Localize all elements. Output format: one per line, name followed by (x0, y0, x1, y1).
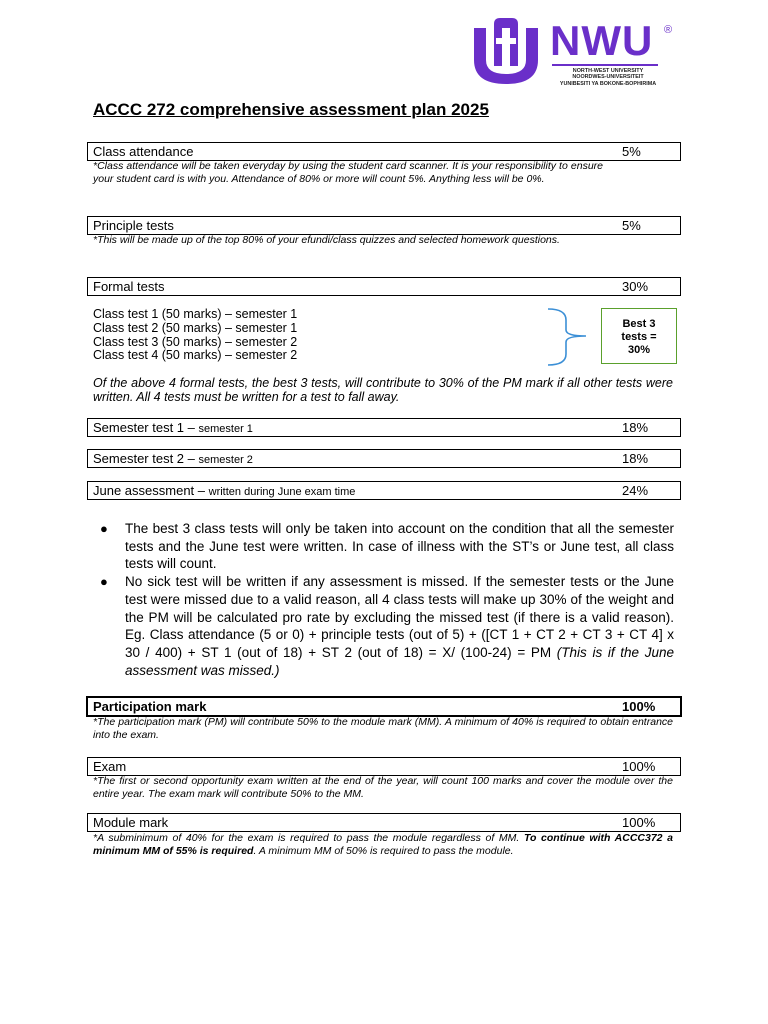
class-attendance-percent: 5% (622, 144, 641, 159)
module-mark-note-bold: To continue with ACCC372 a minimum MM of 55% is required (93, 832, 673, 857)
best-box-line: tests = (621, 331, 657, 343)
logo-subtitle-line: NOORDWES-UNIVERSITEIT (572, 74, 644, 81)
logo-wordmark: NWU (550, 17, 654, 64)
semester-test-1-title: Semester test 1 – (93, 420, 199, 435)
semester-test-2-percent: 18% (622, 451, 649, 466)
nwu-emblem-icon (466, 18, 546, 92)
page-title: ACCC 272 comprehensive assessment plan 2025 (93, 100, 489, 119)
class-attendance-row (87, 142, 681, 161)
logo-subtitle-line: YUNIBESITI YA BOKONE-BOPHIRIMA (559, 80, 657, 87)
module-mark-note-start: *A subminimum of 40% for the exam is required to pass the module regardless of MM. (93, 832, 524, 844)
logo-subtitle-line: NORTH-WEST UNIVERSITY (572, 68, 644, 74)
module-mark-label: Module mark (93, 815, 169, 830)
exam-label: Exam (93, 759, 127, 774)
participation-mark-percent: 100% (622, 699, 656, 714)
module-mark-note (93, 832, 673, 857)
best-three-tests-box (601, 308, 677, 364)
logo-divider (552, 64, 658, 66)
participation-mark-row (86, 696, 682, 717)
formal-tests-paragraph: Of the above 4 formal tests, the best 3 tests, will contribute to 30% of the PM mark if all other tests were written. All 4 tests must be written for a test to fall away. (93, 376, 673, 404)
semester-test-1-percent: 18% (622, 420, 649, 435)
june-assessment-detail: written during June exam time (208, 486, 356, 498)
principle-tests-label: Principle tests (93, 218, 174, 233)
participation-mark-label: Participation mark (93, 699, 207, 714)
semester-test-2-title: Semester test 2 – (93, 451, 199, 466)
principle-tests-percent: 5% (622, 218, 641, 233)
best-box-line: 30% (627, 344, 651, 356)
module-mark-note-end: . A minimum MM of 50% is required to pass the module. (253, 844, 514, 857)
formal-tests-percent: 30% (622, 279, 649, 294)
brace-icon (546, 306, 592, 368)
formal-tests-row (87, 277, 681, 296)
list-item-text: No sick test will be written if any assessment is missed. If the semester tests or the June test were missed due to a valid reason, all 4 class tests will make up 30% of the weight and the PM will be calculated pro rate by excluding the missed test (if there is a valid reason). Eg. Class attendance (5 or 0) + principle tests (out of 5) + ([CT 1 + CT 2 + CT 3 + CT 4] x 30 / 400) + ST 1 (out of 18) + ST 2 (out of 18) = X/ (100-24) = PM (125, 574, 674, 660)
bullet-icon: ● (100, 574, 108, 590)
formal-tests-label: Formal tests (93, 279, 165, 294)
best-box-line: Best 3 (622, 318, 656, 330)
logo-subtitle (548, 68, 668, 87)
exam-percent: 100% (622, 759, 656, 774)
june-assessment-row (87, 481, 681, 500)
class-attendance-label: Class attendance (93, 144, 194, 159)
exam-row (87, 757, 681, 776)
semester-test-1-label (93, 420, 253, 435)
bullet-icon: ● (100, 521, 108, 536)
semester-test-2-label (93, 451, 253, 466)
class-test-item: Class test 2 (50 marks) – semester 1 (93, 320, 298, 335)
semester-test-2-row (87, 449, 681, 468)
list-item (100, 573, 674, 679)
class-test-item: Class test 1 (50 marks) – semester 1 (93, 307, 298, 321)
class-test-item: Class test 4 (50 marks) – semester 2 (93, 348, 298, 363)
participation-mark-note: *The participation mark (PM) will contribute 50% to the module mark (MM). A minimum of 40% is required to obtain entrance into the exam. (93, 716, 673, 741)
list-item-italic: (This is if the June assessment was missed.) (125, 644, 675, 678)
class-attendance-note: *Class attendance will be taken everyday by using the student card scanner. It is your responsibility to ensure your student card is with you. Attendance of 80% or more will count 5%. Anything less will be 0%. (93, 160, 603, 185)
module-mark-percent: 100% (622, 815, 656, 830)
list-item (100, 520, 674, 573)
june-assessment-label (93, 483, 355, 498)
semester-test-2-detail: semester 2 (198, 454, 253, 466)
semester-test-1-row (87, 418, 681, 437)
semester-test-1-detail: semester 1 (198, 423, 253, 435)
class-test-item: Class test 3 (50 marks) – semester 2 (93, 334, 298, 349)
registered-mark: ® (664, 24, 673, 36)
june-assessment-percent: 24% (622, 483, 649, 498)
conditions-list (100, 520, 674, 679)
module-mark-row (87, 813, 681, 832)
list-item-text: The best 3 class tests will only be taken into account on the condition that all the semester tests and the June test were written. In case of illness with the ST’s or June test, all class tests will count. (125, 521, 674, 572)
principle-tests-row (87, 216, 681, 235)
class-tests-list (93, 308, 297, 363)
june-assessment-title: June assessment – (93, 483, 209, 498)
principle-tests-note: *This will be made up of the top 80% of your efundi/class quizzes and selected homework questions. (93, 234, 560, 246)
exam-note: *The first or second opportunity exam written at the end of the year, will count 100 marks and cover the module over the entire year. The exam mark will contribute 50% to the MM. (93, 775, 673, 800)
